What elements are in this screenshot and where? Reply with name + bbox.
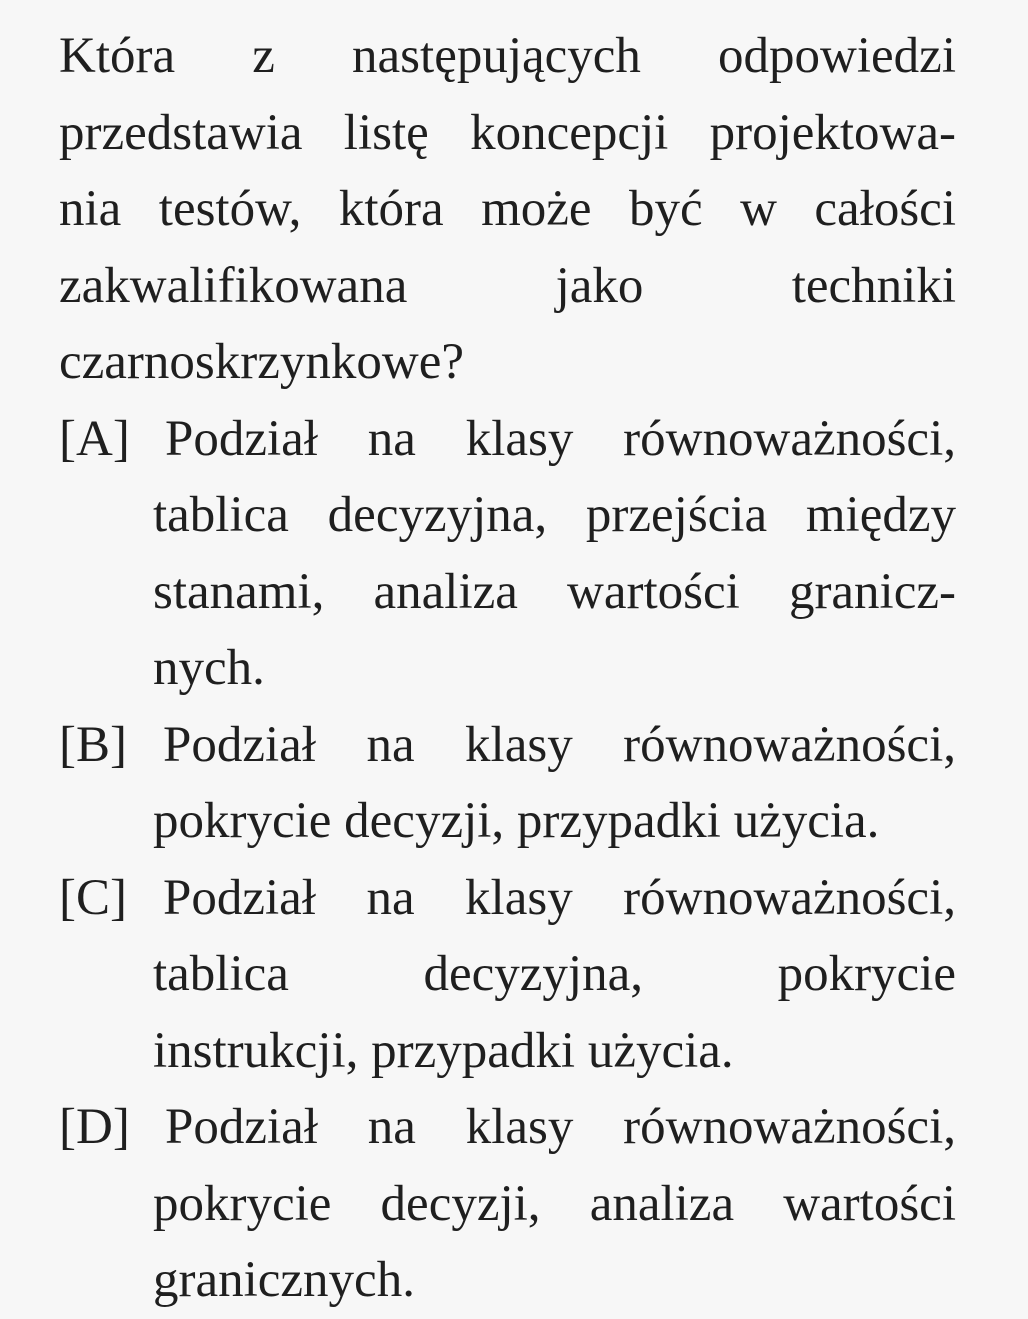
answer-option-d[interactable] bbox=[59, 1089, 956, 1319]
option-line: Podział na klasy równoważności, bbox=[163, 869, 956, 926]
quiz-question bbox=[59, 18, 956, 1319]
option-line: pokrycie decyzji, analiza wartości bbox=[153, 1175, 956, 1232]
option-marker: [D] bbox=[59, 1099, 130, 1155]
answer-option-b[interactable] bbox=[59, 707, 956, 860]
option-marker: [A] bbox=[59, 410, 130, 467]
question-line: przedstawia listę koncepcji projektowa- bbox=[59, 104, 956, 161]
option-line: Podział na klasy równoważności, bbox=[165, 410, 956, 467]
answer-option-c[interactable] bbox=[59, 860, 956, 1090]
question-line: Która z następujących odpowiedzi bbox=[59, 28, 956, 84]
option-line: instrukcji, przypadki użycia. bbox=[153, 1022, 734, 1079]
option-line: nych. bbox=[153, 640, 265, 696]
option-line: granicznych. bbox=[153, 1252, 415, 1308]
question-line: zakwalifikowana jako techniki bbox=[59, 257, 956, 314]
question-line: nia testów, która może być w całości bbox=[59, 181, 956, 237]
question-line: czarnoskrzynkowe? bbox=[59, 334, 464, 390]
option-line: Podział na klasy równoważności, bbox=[165, 1099, 956, 1155]
option-line: tablica decyzyjna, pokrycie bbox=[153, 946, 956, 1002]
option-line: pokrycie decyzji, przypadki użycia. bbox=[153, 793, 880, 849]
answer-options bbox=[59, 401, 956, 1319]
question-text bbox=[59, 18, 956, 401]
answer-option-a[interactable] bbox=[59, 401, 956, 707]
option-line: Podział na klasy równoważności, bbox=[163, 716, 956, 773]
option-line: tablica decyzyjna, przejścia między bbox=[153, 487, 956, 543]
option-marker: [C] bbox=[59, 869, 127, 926]
option-marker: [B] bbox=[59, 716, 127, 773]
option-line: stanami, analiza wartości granicz- bbox=[153, 563, 956, 620]
